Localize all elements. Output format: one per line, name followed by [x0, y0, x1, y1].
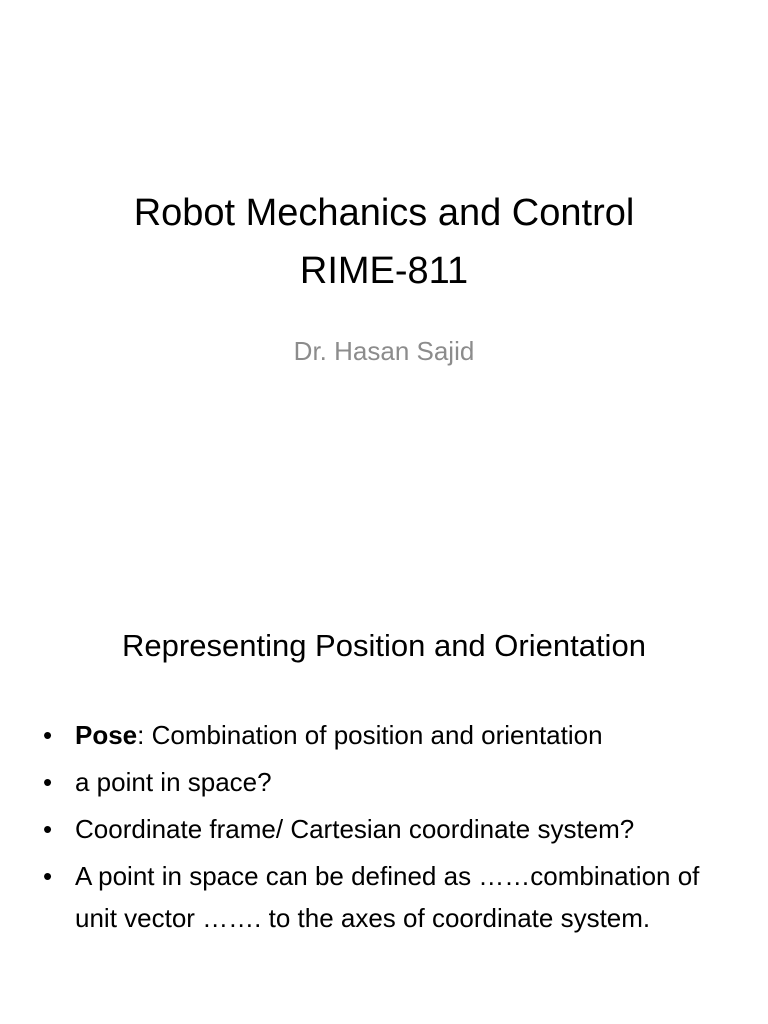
bullet-list	[40, 714, 740, 944]
bullet-item-frame	[40, 808, 740, 850]
slide-heading: Representing Position and Orientation	[122, 628, 646, 663]
bullet-term: Pose	[75, 720, 138, 750]
bullet-description: : Combination of position and orientation	[137, 720, 603, 750]
bullet-icon: •	[43, 720, 53, 750]
presentation-title: Robot Mechanics and Control	[133, 192, 635, 234]
bullet-icon: •	[43, 814, 53, 844]
bullet-item-point	[40, 761, 740, 803]
bullet-item-pose	[40, 714, 740, 756]
bullet-text	[75, 714, 740, 756]
course-code: RIME-811	[299, 250, 469, 292]
bullet-icon: •	[43, 767, 53, 797]
slide-content	[0, 576, 768, 1024]
bullet-text: a point in space?	[75, 767, 272, 797]
presenter-name: Dr. Hasan Sajid	[293, 336, 475, 366]
bullet-text: Coordinate frame/ Cartesian coordinate system?	[75, 814, 635, 844]
bullet-text: A point in space can be defined as ……combination of unit vector ……. to the axes of coordinate system.	[75, 861, 700, 933]
bullet-icon: •	[43, 861, 53, 891]
bullet-item-definition	[40, 855, 740, 939]
